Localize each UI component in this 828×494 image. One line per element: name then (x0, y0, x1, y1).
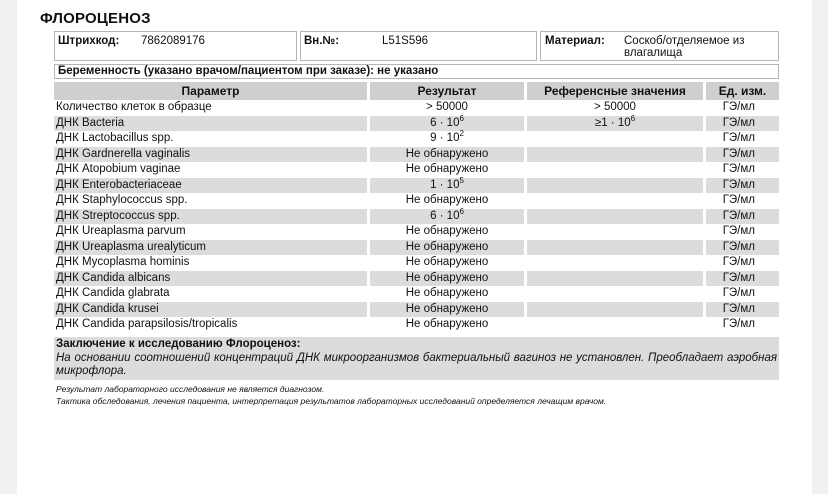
cell-unit (706, 193, 779, 209)
internal-number-box (300, 31, 537, 61)
material-label: Материал: (545, 35, 605, 47)
cell-unit (706, 286, 779, 302)
cell-unit-text: ГЭ/мл (722, 194, 755, 207)
cell-unit (706, 100, 779, 116)
cell-parameter (54, 224, 370, 240)
cell-reference (527, 100, 706, 116)
results-header-row (54, 82, 779, 100)
table-row (54, 147, 779, 163)
table-row (54, 302, 779, 318)
internal-number-label: Вн.№: (304, 35, 340, 47)
cell-reference (527, 302, 706, 318)
cell-parameter (54, 209, 370, 225)
cell-unit-text: ГЭ/мл (722, 302, 755, 315)
cell-unit (706, 271, 779, 287)
cell-result (370, 317, 527, 333)
cell-result (370, 271, 527, 287)
cell-reference (527, 193, 706, 209)
cell-result-text: Не обнаружено (405, 194, 489, 207)
cell-reference-text: ≥1 · 10 (594, 116, 631, 129)
cell-result (370, 131, 527, 147)
cell-parameter-text: ДНК Gardnerella vaginalis (56, 147, 191, 160)
cell-unit-text: ГЭ/мл (722, 178, 755, 191)
table-row (54, 131, 779, 147)
cell-result-exponent: 6 (459, 206, 464, 216)
cell-result (370, 206, 527, 225)
cell-parameter (54, 100, 370, 116)
cell-unit-text: ГЭ/мл (722, 209, 755, 222)
cell-unit (706, 116, 779, 132)
table-row (54, 100, 779, 116)
pregnancy-status: Беременность (указано врачом/пациентом при заказе): не указано (54, 64, 779, 79)
cell-parameter-text: ДНК Candida parapsilosis/tropicalis (56, 318, 238, 331)
cell-result (370, 193, 527, 209)
cell-parameter (54, 162, 370, 178)
cell-result-text: > 50000 (426, 101, 468, 114)
cell-unit (706, 240, 779, 256)
barcode-value: 7862089176 (141, 35, 205, 47)
header-unit: Ед. изм. (706, 82, 779, 100)
material-box (540, 31, 779, 61)
cell-reference (527, 131, 706, 147)
cell-result-text: Не обнаружено (405, 256, 489, 269)
cell-reference (527, 271, 706, 287)
cell-parameter-text: ДНК Atopobium vaginae (56, 163, 181, 176)
cell-unit-text: ГЭ/мл (722, 287, 755, 300)
cell-parameter (54, 317, 370, 333)
cell-parameter (54, 255, 370, 271)
cell-unit (706, 131, 779, 147)
cell-reference (527, 209, 706, 225)
results-table (54, 82, 779, 333)
cell-unit (706, 209, 779, 225)
cell-result (370, 100, 527, 116)
cell-parameter (54, 286, 370, 302)
cell-unit-text: ГЭ/мл (722, 163, 755, 176)
cell-reference (527, 255, 706, 271)
cell-parameter-text: ДНК Candida glabrata (56, 287, 170, 300)
cell-parameter (54, 147, 370, 163)
cell-result-exponent: 2 (459, 129, 464, 139)
table-row (54, 286, 779, 302)
cell-result-exponent: 6 (459, 113, 464, 123)
cell-reference (527, 147, 706, 163)
cell-unit-text: ГЭ/мл (722, 116, 755, 129)
cell-result (370, 224, 527, 240)
cell-parameter-text: ДНК Candida krusei (56, 302, 159, 315)
cell-reference (527, 224, 706, 240)
table-row (54, 178, 779, 194)
cell-parameter (54, 302, 370, 318)
cell-unit-text: ГЭ/мл (722, 147, 755, 160)
header-result: Результат (370, 82, 527, 100)
cell-unit-text: ГЭ/мл (722, 318, 755, 331)
table-row (54, 240, 779, 256)
cell-parameter-text: ДНК Mycoplasma hominis (56, 256, 190, 269)
cell-result-text: 1 · 10 (430, 178, 460, 191)
cell-unit-text: ГЭ/мл (722, 256, 755, 269)
disclaimer-note: Тактика обследования, лечения пациента, интерпретация результатов лабораторных исследований определяется лечащим врачом. (56, 396, 607, 406)
cell-unit (706, 255, 779, 271)
cell-parameter-text: ДНК Lactobacillus spp. (56, 132, 174, 145)
cell-parameter-text: ДНК Streptococcus spp. (56, 209, 180, 222)
cell-unit-text: ГЭ/мл (722, 271, 755, 284)
cell-parameter-text: ДНК Staphylococcus spp. (56, 194, 188, 207)
cell-parameter-text: ДНК Enterobacteriaceae (56, 178, 182, 191)
cell-parameter-text: ДНК Candida albicans (56, 271, 171, 284)
barcode-label: Штрихкод: (58, 35, 120, 47)
table-row (54, 224, 779, 240)
cell-result-text: Не обнаружено (405, 163, 489, 176)
cell-reference (527, 240, 706, 256)
cell-parameter-text: ДНК Ureaplasma urealyticum (56, 240, 206, 253)
cell-parameter (54, 178, 370, 194)
cell-parameter (54, 131, 370, 147)
cell-result-text: 6 · 10 (430, 209, 460, 222)
cell-parameter (54, 271, 370, 287)
cell-parameter (54, 116, 370, 132)
cell-result (370, 162, 527, 178)
cell-result-text: Не обнаружено (405, 240, 489, 253)
cell-result-text: Не обнаружено (405, 287, 489, 300)
cell-unit-text: ГЭ/мл (722, 101, 755, 114)
conclusion-heading: Заключение к исследованию Флороценоз: (56, 338, 301, 350)
cell-result-text: Не обнаружено (405, 147, 489, 160)
material-value-line2: влагалища (624, 47, 683, 59)
cell-unit (706, 162, 779, 178)
cell-result (370, 255, 527, 271)
table-row (54, 255, 779, 271)
table-row (54, 209, 779, 225)
table-row (54, 317, 779, 333)
table-row (54, 116, 779, 132)
cell-result-text: 6 · 10 (430, 116, 460, 129)
cell-result (370, 175, 527, 194)
table-row (54, 193, 779, 209)
header-parameter: Параметр (54, 82, 370, 100)
cell-parameter-text: ДНК Bacteria (56, 116, 125, 129)
cell-result (370, 240, 527, 256)
cell-reference-text: > 50000 (594, 101, 636, 114)
disclaimer-note: Результат лабораторного исследования не является диагнозом. (56, 384, 325, 394)
cell-result-text: 9 · 10 (430, 132, 460, 145)
cell-unit-text: ГЭ/мл (722, 132, 755, 145)
table-row (54, 271, 779, 287)
cell-parameter-text: ДНК Ureaplasma parvum (56, 225, 186, 238)
cell-unit-text: ГЭ/мл (722, 225, 755, 238)
cell-parameter (54, 193, 370, 209)
cell-unit (706, 147, 779, 163)
table-row (54, 162, 779, 178)
material-value-line1: Соскоб/отделяемое из (624, 35, 745, 47)
internal-number-value: L51S596 (382, 35, 429, 47)
cell-parameter-text: Количество клеток в образце (56, 101, 212, 114)
cell-unit-text: ГЭ/мл (722, 240, 755, 253)
cell-parameter (54, 240, 370, 256)
cell-result (370, 147, 527, 163)
header-reference: Референсные значения (527, 82, 706, 100)
cell-reference (527, 178, 706, 194)
cell-result-text: Не обнаружено (405, 271, 489, 284)
conclusion-text: На основании соотношений концентраций ДНК микроорганизмов бактериальный вагиноз не установлен. Преобладает аэробная микрофлора. (56, 352, 777, 377)
cell-unit (706, 178, 779, 194)
cell-result-text: Не обнаружено (405, 318, 489, 331)
conclusion-block (54, 337, 779, 380)
barcode-box (54, 31, 297, 61)
cell-result-text: Не обнаружено (405, 225, 489, 238)
cell-reference (527, 162, 706, 178)
cell-result (370, 113, 527, 132)
cell-result-text: Не обнаружено (405, 302, 489, 315)
cell-unit (706, 317, 779, 333)
cell-reference-exponent: 6 (630, 113, 636, 123)
report-title: ФЛОРОЦЕНОЗ (40, 10, 151, 27)
cell-reference (527, 113, 706, 132)
cell-result (370, 302, 527, 318)
cell-result (370, 286, 527, 302)
cell-result-exponent: 5 (459, 175, 464, 185)
cell-unit (706, 302, 779, 318)
cell-reference (527, 317, 706, 333)
cell-unit (706, 224, 779, 240)
cell-reference (527, 286, 706, 302)
